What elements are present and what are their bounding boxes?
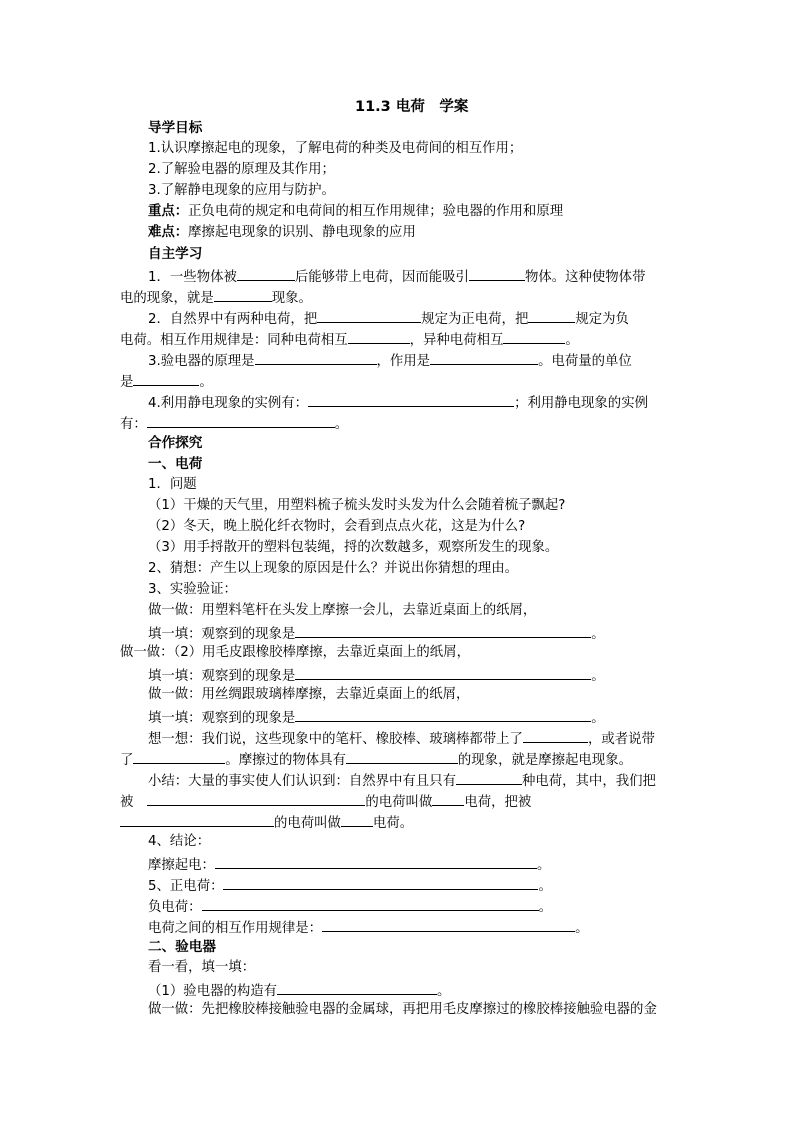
q2-text: ，异种电荷相互: [409, 333, 504, 348]
conclusion-positive: [148, 874, 552, 897]
experiment-step: 做一做：用丝绸跟玻璃棒摩擦，去靠近桌面上的纸屑，: [148, 687, 470, 702]
q2-text: 电荷。相互作用规律是：同种电荷相互: [120, 333, 348, 348]
answer-blank[interactable]: [469, 265, 525, 281]
conclusion-label: 电荷之间的相互作用规律是：: [148, 921, 323, 936]
summary-line-2: [120, 790, 531, 813]
answer-blank[interactable]: [317, 307, 421, 323]
question-4-line-1: [148, 391, 648, 414]
think-line-2: [120, 748, 632, 771]
fill-line: [148, 664, 605, 687]
period: 。: [591, 669, 605, 684]
answer-blank[interactable]: [456, 769, 522, 785]
section-electroscope-heading: 二、验电器: [148, 939, 216, 955]
answer-blank[interactable]: [120, 811, 274, 827]
answer-blank[interactable]: [215, 853, 537, 869]
difficulty-text: 摩擦起电现象的识别、静电现象的应用: [188, 225, 416, 240]
goal-item: 2.了解验电器的原理及其作用；: [148, 162, 335, 177]
key-text: 正负电荷的规定和电荷间的相互作用规律；验电器的作用和原理: [188, 204, 564, 219]
answer-blank[interactable]: [295, 706, 591, 722]
answer-blank[interactable]: [348, 328, 410, 344]
key-points: [148, 202, 563, 222]
think-text: ，或者说带: [587, 732, 655, 747]
conclusion-law: [148, 916, 588, 939]
summary-text: 小结：大量的事实使人们认识到：自然界中有且只有: [148, 774, 456, 789]
conclusion-label: 摩擦起电：: [148, 858, 215, 873]
q1-text: 1．一些物体被: [148, 270, 237, 285]
answer-blank[interactable]: [255, 349, 377, 365]
experiment-step: 做一做：用塑料笔杆在头发上摩擦一会儿，去靠近桌面上的纸屑，: [148, 603, 537, 618]
question-2-line-1: [148, 307, 629, 330]
period: 。: [538, 879, 552, 894]
summary-text: 电荷，把被: [464, 795, 532, 810]
difficulty-points: [148, 223, 416, 243]
answer-blank[interactable]: [237, 265, 295, 281]
q3-text: 3.验电器的原理是: [148, 354, 255, 369]
q1-text: 后能够带上电荷，因而能吸引: [294, 270, 469, 285]
coop-heading: 合作探究: [148, 435, 203, 451]
page-title: 11.3 电荷 学案: [355, 99, 469, 115]
section-charge-heading: 一、电荷: [148, 456, 203, 472]
conclusion-label: 负电荷：: [148, 900, 202, 915]
question-1-line-2: [120, 286, 312, 309]
answer-blank[interactable]: [503, 328, 565, 344]
structure-label: （1）验电器的构造有: [148, 984, 278, 999]
goal-item: 3.了解静电现象的应用与防护。: [148, 183, 335, 198]
question-2-line-2: [120, 328, 579, 351]
q4-text: 4.利用静电现象的实例有：: [148, 396, 309, 411]
answer-blank[interactable]: [277, 979, 437, 995]
conclusion-label: 5、正电荷：: [148, 879, 224, 894]
answer-blank[interactable]: [133, 370, 199, 386]
answer-blank[interactable]: [295, 622, 591, 638]
conclusion-negative: [148, 895, 552, 918]
q3-text: 是: [120, 375, 134, 390]
question-3-line-1: [148, 349, 632, 372]
difficulty-label: 难点：: [148, 225, 189, 240]
answer-blank[interactable]: [430, 349, 538, 365]
q3-text: 。电荷量的单位: [538, 354, 632, 369]
fill-line: [148, 706, 605, 729]
summary-text: 的电荷叫做: [274, 816, 341, 831]
problem-item: （1）干燥的天气里，用塑料梳子梳头发时头发为什么会随着梳子飘起?: [148, 498, 566, 513]
q4-text: 。: [334, 417, 349, 432]
key-label: 重点：: [148, 204, 189, 219]
answer-blank[interactable]: [147, 790, 365, 806]
experiment-step: 做一做：（2）用毛皮跟橡胶棒摩擦，去靠近桌面上的纸屑，: [120, 645, 470, 660]
answer-blank[interactable]: [528, 307, 575, 323]
period: 。: [575, 921, 589, 936]
conclusion-friction: [148, 853, 550, 876]
q2-text: 规定为正电荷，把: [421, 312, 529, 327]
q3-text: 。: [199, 375, 213, 390]
period: 。: [591, 627, 605, 642]
period: 。: [538, 900, 552, 915]
goal-item: 1.认识摩擦起电的现象，了解电荷的种类及电荷间的相互作用；: [148, 141, 523, 156]
fill-label: 填一填：观察到的现象是: [148, 627, 296, 642]
summary-text: 电荷。: [372, 816, 414, 831]
self-study-heading: 自主学习: [148, 246, 203, 262]
conclusion-heading: 4、结论：: [148, 834, 211, 849]
summary-text: 种电荷，其中，我们把: [521, 774, 656, 789]
answer-blank[interactable]: [133, 748, 225, 764]
q1-text: 现象。: [271, 291, 312, 306]
period: 。: [437, 984, 451, 999]
q4-text: 有：: [120, 417, 147, 432]
answer-blank[interactable]: [523, 727, 588, 743]
answer-blank[interactable]: [223, 874, 538, 890]
think-line-1: [148, 727, 655, 750]
look-fill-text: 看一看，填一填：: [148, 960, 256, 975]
summary-text: 的电荷叫做: [365, 795, 433, 810]
answer-blank[interactable]: [341, 811, 373, 827]
answer-blank[interactable]: [432, 790, 464, 806]
fill-label: 填一填：观察到的现象是: [148, 711, 296, 726]
guess-text: 2、猜想：产生以上现象的原因是什么？并说出你猜想的理由。: [148, 561, 519, 576]
structure-line: [148, 979, 450, 1002]
think-text: 了: [120, 753, 134, 768]
answer-blank[interactable]: [214, 286, 272, 302]
question-4-line-2: [120, 412, 348, 435]
answer-blank[interactable]: [322, 916, 575, 932]
fill-line: [148, 622, 605, 645]
question-1-line-1: [148, 265, 645, 288]
problem-heading: 1．问题: [148, 477, 197, 492]
q1-text: 电的现象，就是: [120, 291, 214, 306]
q2-text: 2．自然界中有两种电荷，把: [148, 312, 318, 327]
period: 。: [536, 858, 551, 873]
problem-item: （2）冬天，晚上脱化纤衣物时，会看到点点火花，这是为什么?: [148, 519, 526, 534]
period: 。: [591, 711, 605, 726]
summary-line-1: [148, 769, 656, 792]
experiment-step: 做一做：先把橡胶棒接触验电器的金属球，再把用毛皮摩擦过的橡胶棒接触验电器的金: [148, 1002, 657, 1017]
q2-text: 规定为负: [575, 312, 629, 327]
q2-text: 。: [565, 333, 579, 348]
fill-label: 填一填：观察到的现象是: [148, 669, 296, 684]
goals-heading: 导学目标: [148, 120, 203, 136]
question-3-line-2: [120, 370, 213, 393]
answer-blank[interactable]: [295, 664, 591, 680]
q1-text: 物体。这种使物体带: [524, 270, 646, 285]
think-text: 的现象，就是摩擦起电现象。: [457, 753, 632, 768]
think-text: 想一想：我们说，这些现象中的笔杆、橡胶棒、玻璃棒都带上了: [148, 732, 523, 747]
summary-line-3: [120, 811, 413, 834]
summary-text: 被: [120, 795, 134, 810]
answer-blank[interactable]: [308, 391, 514, 407]
answer-blank[interactable]: [147, 412, 335, 428]
experiment-heading: 3、实验验证：: [148, 582, 237, 597]
q3-text: ，作用是: [376, 354, 431, 369]
think-text: 。摩擦过的物体具有: [225, 753, 346, 768]
answer-blank[interactable]: [346, 748, 458, 764]
q4-text: ；利用静电现象的实例: [514, 396, 648, 411]
answer-blank[interactable]: [202, 895, 539, 911]
problem-item: （3）用手捋散开的塑料包装绳，捋的次数越多，观察所发生的现象。: [148, 540, 559, 555]
